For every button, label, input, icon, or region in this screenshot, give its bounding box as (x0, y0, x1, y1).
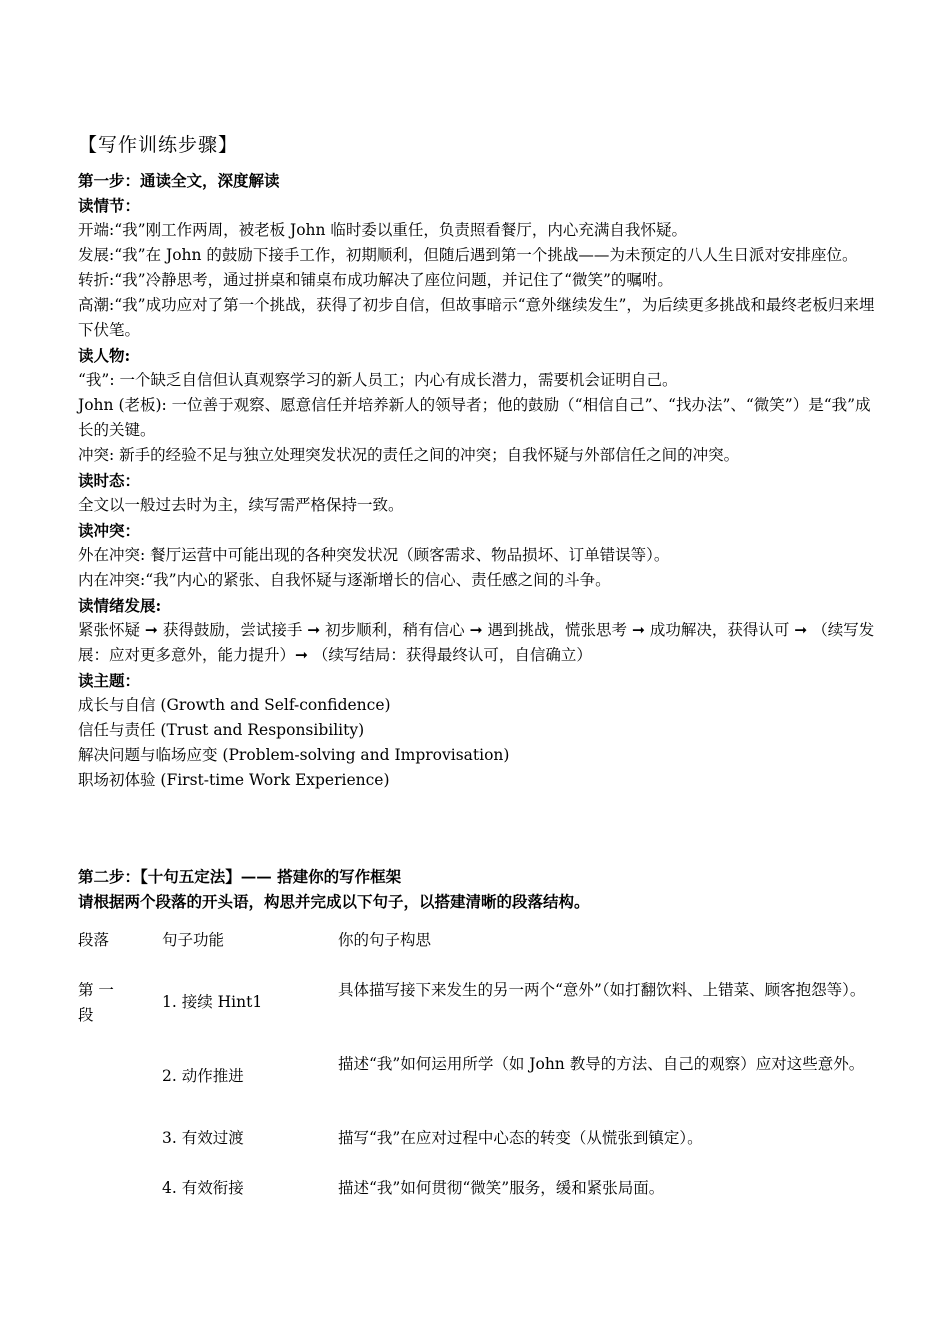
step1-heading: 第一步：通读全文，深度解读 (78, 171, 280, 190)
tense-line: 全文以一般过去时为主，续写需严格保持一致。 (78, 496, 404, 514)
header-paragraph: 段落 (78, 931, 110, 949)
plot-label: 读情节： (78, 196, 141, 215)
plot-line: 开端:“我”刚工作两周，被老板 John 临时委以重任，负责照看餐厅，内心充满自我怀疑。 (78, 221, 687, 239)
row-idea: 描写“我”在应对过程中心态的转变（从慌张到镇定）。 (338, 1129, 703, 1147)
plot-line: 高潮:“我”成功应对了第一个挑战，获得了初步自信，但故事暗示“意外继续发生”，为后续更多挑战和最终老板归来埋下伏笔。 (78, 296, 875, 339)
tense-label: 读时态： (78, 471, 141, 490)
row-idea: 描述“我”如何运用所学（如 John 教导的方法、自己的观察）应对这些意外。 (338, 1055, 865, 1073)
characters-label: 读人物: (78, 346, 131, 365)
emotion-text: 紧张怀疑 ➞ 获得鼓励，尝试接手 ➞ 初步顺利，稍有信心 ➞ 遇到挑战，慌张思考 ➞ 成功解决，获得认可 ➞ （续写发展：应对更多意外，能力提升）➞ （续写结局：获得最终认可，自信确立） (78, 621, 875, 664)
row-idea: 描述“我”如何贯彻“微笑”服务，缓和紧张局面。 (338, 1179, 665, 1197)
table-row (78, 1126, 908, 1176)
plot-line: 发展:“我”在 John 的鼓励下接手工作，初期顺利，但随后遇到第一个挑战——为未预定的八人生日派对安排座位。 (78, 246, 858, 264)
plot-line: 转折:“我”冷静思考，通过拼桌和铺桌布成功解决了座位问题，并记住了“微笑”的嘱咐。 (78, 271, 673, 289)
conflict-line: 外在冲突: 餐厅运营中可能出现的各种突发状况（顾客需求、物品损坏、订单错误等）。 (78, 546, 670, 564)
section-title: 【写作训练步骤】 (78, 134, 239, 156)
step1-section (78, 168, 883, 793)
theme-item: 职场初体验 (First-time Work Experience) (78, 771, 390, 789)
character-line: “我”: 一个缺乏自信但认真观察学习的新人员工；内心有成长潜力，需要机会证明自己。 (78, 371, 678, 389)
row-idea: 具体描写接下来发生的另一两个“意外”（如打翻饮料、上错菜、顾客抱怨等）。 (338, 981, 866, 999)
conflict-line: 内在冲突:“我”内心的紧张、自我怀疑与逐渐增长的信心、责任感之间的斗争。 (78, 571, 611, 589)
header-idea: 你的句子构思 (338, 931, 432, 949)
framework-table (78, 928, 908, 1226)
table-row (78, 978, 908, 1052)
row-function: 3. 有效过渡 (162, 1129, 244, 1147)
row-paragraph: 第 一 段 (78, 981, 114, 1024)
row-function: 1. 接续 Hint1 (162, 993, 263, 1011)
theme-label: 读主题： (78, 671, 141, 690)
row-function: 2. 动作推进 (162, 1067, 244, 1085)
table-row (78, 1052, 908, 1126)
conflict-label: 读冲突： (78, 521, 141, 540)
header-function: 句子功能 (162, 931, 225, 949)
table-header-row (78, 928, 908, 978)
table-row (78, 1176, 908, 1226)
emotion-label: 读情绪发展: (78, 596, 162, 615)
character-line: John (老板): 一位善于观察、愿意信任并培养新人的领导者；他的鼓励（“相信自己”、“找办法”、“微笑”）是“我”成长的关键。 (78, 396, 871, 439)
step2-heading: 第二步：【十句五定法】—— 搭建你的写作框架 (78, 867, 402, 886)
theme-item: 成长与自信 (Growth and Self-confidence) (78, 696, 391, 714)
character-line: 冲突: 新手的经验不足与独立处理突发状况的责任之间的冲突；自我怀疑与外部信任之间的冲突。 (78, 446, 740, 464)
theme-item: 信任与责任 (Trust and Responsibility) (78, 721, 365, 739)
theme-item: 解决问题与临场应变 (Problem-solving and Improvisation) (78, 746, 510, 764)
row-function: 4. 有效衔接 (162, 1179, 244, 1197)
step2-instruction: 请根据两个段落的开头语，构思并完成以下句子，以搭建清晰的段落结构。 (78, 892, 590, 911)
step2-section (78, 864, 883, 914)
